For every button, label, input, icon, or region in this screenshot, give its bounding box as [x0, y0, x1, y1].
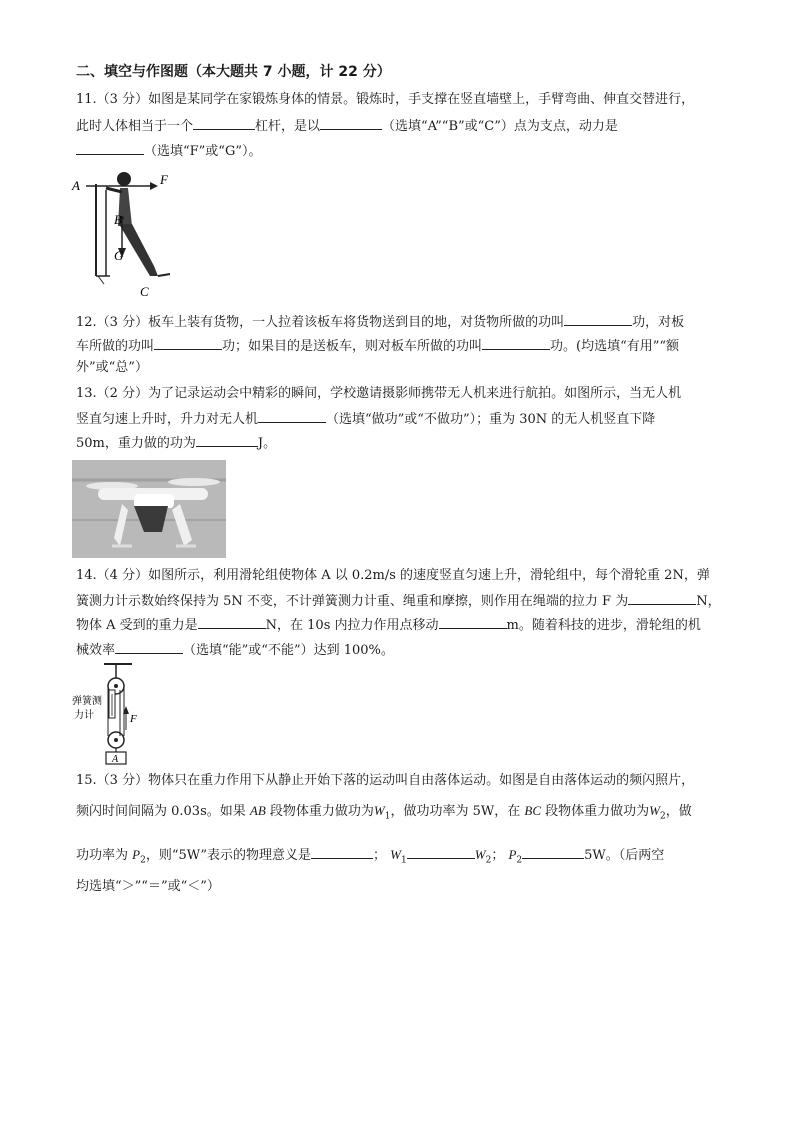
q14-line4 [76, 639, 394, 661]
q12-text: 功。(均选填“有用”“额 [550, 339, 680, 354]
symbol-P: P [132, 847, 141, 862]
subscript: 1 [384, 811, 391, 822]
pulley-diagram [70, 660, 140, 766]
q15-text: ，做 [665, 804, 692, 819]
pulley-figure [70, 660, 140, 766]
q15-line2 [76, 801, 692, 827]
subscript: 2 [140, 855, 146, 866]
q11-line1: 11.（3 分）如图是某同学在家锻炼身体的情景。锻炼时，手支撑在竖直墙壁上，手臂弯曲、伸直交替进行， [76, 92, 695, 107]
fig-label-spring-scale-1: 弹簧测 [72, 696, 102, 707]
answer-blank[interactable] [76, 140, 144, 155]
person-wall-diagram [70, 166, 182, 298]
q11-text: （选填“A”“B”或“C”）点为支点，动力是 [382, 119, 618, 134]
symbol-W: W [373, 803, 385, 818]
segment-AB: AB [249, 803, 266, 818]
q12-text: 12.（3 分）板车上装有货物，一人拉着该板车将货物送到目的地，对货物所做的功叫 [76, 315, 565, 330]
symbol-W: W [474, 847, 486, 862]
drone-image [72, 460, 226, 558]
answer-blank[interactable] [320, 115, 382, 130]
q12-text: 功；如果目的是送板车，则对板车所做的功叫 [222, 339, 483, 354]
q14-text: 簧测力计示数始终保持为 5N 不变，不计弹簧测力计重、绳重和摩擦，则作用在绳端的拉力 F 为 [76, 594, 629, 609]
q11-text: （选填“F”或“G”）。 [144, 144, 262, 159]
answer-blank[interactable] [439, 614, 507, 629]
q13-text: （选填“做功”或“不做功”）；重为 30N 的无人机竖直下降 [326, 412, 656, 427]
q15-line4: 均选填“＞”“＝”或“＜”） [76, 879, 220, 894]
answer-blank[interactable] [196, 432, 258, 447]
answer-blank[interactable] [564, 311, 632, 326]
fig-label-B: B [114, 212, 122, 227]
q14-text: 物体 A 受到的重力是 [76, 618, 198, 633]
q13-text: 竖直匀速上升时，升力对无人机 [76, 412, 259, 427]
q15-text: 段物体重力做功为 [265, 804, 374, 819]
q15-line3 [76, 844, 664, 871]
q14-text: N，在 10s 内拉力作用点移动 [265, 618, 439, 633]
q12-line1 [76, 311, 684, 333]
fig-label-A: A [112, 754, 119, 765]
answer-blank[interactable] [407, 844, 475, 859]
q12-text: 功，对板 [632, 315, 685, 330]
q14-text: m。随着科技的进步，滑轮组的机 [506, 618, 701, 633]
symbol-P: P [508, 847, 517, 862]
symbol-W: W [390, 847, 401, 862]
q12-line2 [76, 335, 679, 357]
fig-label-A: A [72, 178, 80, 193]
q12-line3: 外”或“总”） [76, 360, 148, 375]
subscript: 2 [485, 855, 492, 866]
fig-label-C: C [140, 284, 149, 298]
q14-text: 械效率 [76, 643, 116, 658]
answer-blank[interactable] [198, 614, 266, 629]
fig-label-spring-scale-2: 力计 [74, 710, 94, 721]
q11-text: 此时人体相当于一个 [76, 119, 194, 134]
q13-text: 50m，重力做的功为 [76, 436, 196, 451]
answer-blank[interactable] [258, 408, 326, 423]
q11-text: 杠杆，是以 [255, 119, 321, 134]
q14-line3 [76, 614, 701, 636]
q14-line1: 14.（4 分）如图所示，利用滑轮组使物体 A 以 0.2m/s 的速度竖直匀速上升，滑轮组中，每个滑轮重 2N，弹 [76, 568, 710, 583]
q11-line2 [76, 115, 618, 137]
q15-text: 功功率为 [76, 848, 133, 863]
answer-blank[interactable] [311, 844, 373, 859]
section-title: 二、填空与作图题（本大题共 7 小题，计 22 分） [76, 64, 391, 80]
symbol-W: W [649, 803, 661, 818]
q15-line1: 15.（3 分）物体只在重力作用下从静止开始下落的运动叫自由落体运动。如图是自由落体运动的频闪照片， [76, 773, 695, 788]
q13-line2 [76, 408, 655, 430]
q15-text: 频闪时间间隔为 0.03s。如果 [76, 804, 250, 819]
answer-blank[interactable] [115, 639, 183, 654]
q14-text: （选填“能”或“不能”）达到 100%。 [183, 643, 394, 658]
answer-blank[interactable] [193, 115, 255, 130]
q14-line2 [76, 590, 721, 612]
subscript: 2 [660, 811, 666, 822]
exercise-figure [70, 166, 182, 298]
q13-line1: 13.（2 分）为了记录运动会中精彩的瞬间，学校邀请摄影师携带无人机来进行航拍。如图所示，当无人机 [76, 386, 682, 401]
q11-line3 [76, 140, 262, 162]
drone-photo [72, 460, 226, 558]
answer-blank[interactable] [522, 844, 584, 859]
answer-blank[interactable] [154, 335, 222, 350]
answer-blank[interactable] [482, 335, 550, 350]
q13-text: J。 [257, 436, 277, 451]
answer-blank[interactable] [628, 590, 696, 605]
q15-text: ，则“5W”表示的物理意义是 [145, 848, 311, 863]
subscript: 2 [516, 855, 523, 866]
subscript: 1 [401, 855, 407, 866]
q15-text: ； [373, 848, 387, 863]
q15-text: ； [491, 848, 505, 863]
q15-text: 段物体重力做功为 [541, 804, 650, 819]
fig-label-G: G [114, 248, 124, 263]
fig-label-F: F [130, 713, 137, 725]
q15-text: 5W。（后两空 [584, 848, 665, 863]
segment-BC: BC [524, 803, 542, 818]
q15-text: ，做功功率为 5W，在 [390, 804, 525, 819]
fig-label-F: F [160, 172, 168, 187]
q13-line3 [76, 432, 276, 454]
q12-text: 车所做的功叫 [76, 339, 155, 354]
q14-text: N， [696, 594, 721, 609]
